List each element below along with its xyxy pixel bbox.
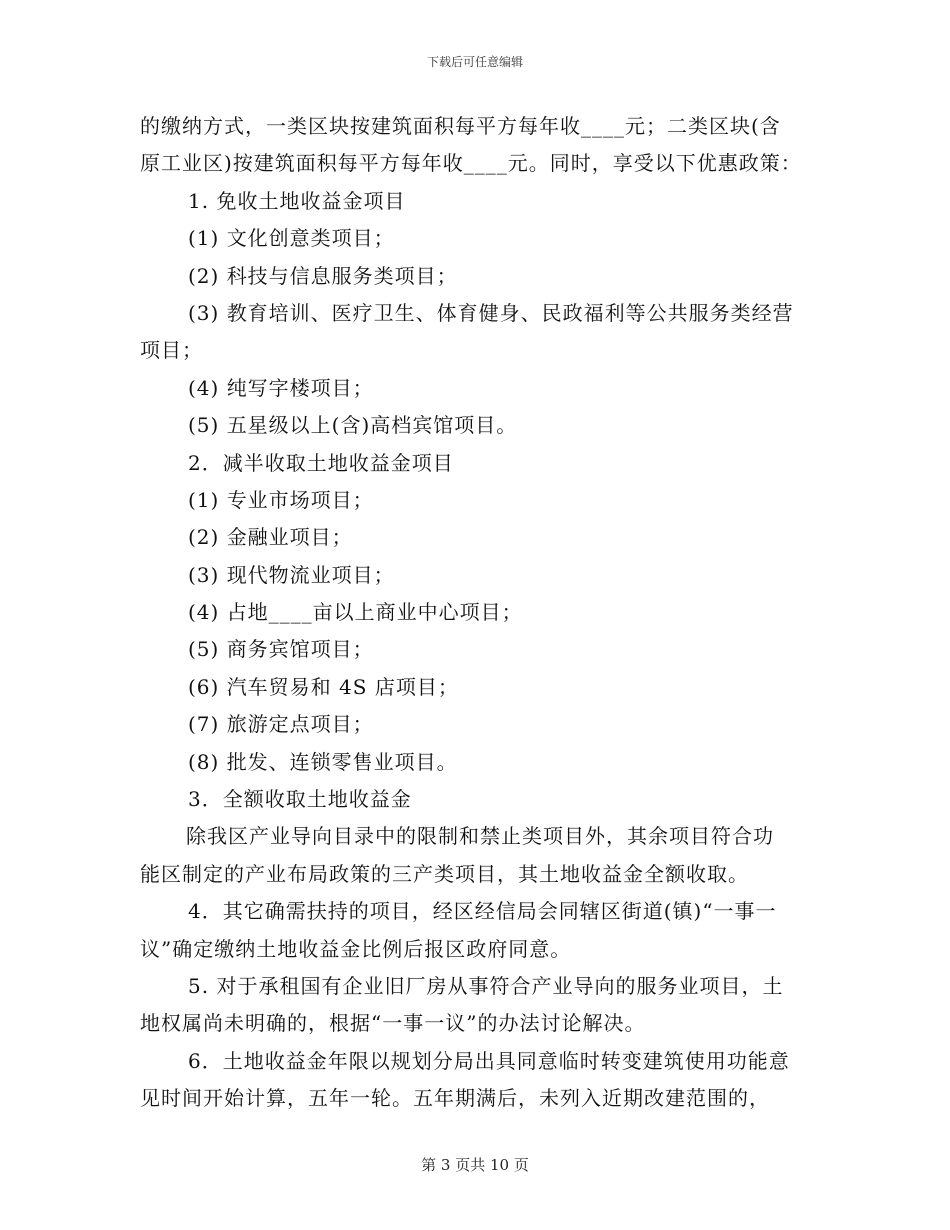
list-item: (4) 占地____亩以上商业中心项目；	[188, 600, 523, 625]
page-header: 下载后可任意编辑	[426, 55, 523, 69]
paragraph-line: 见时间开始计算，五年一轮。五年期满后，未列入近期改建范围的，	[140, 1086, 770, 1111]
list-item: (2) 科技与信息服务类项目；	[188, 263, 458, 288]
body-line: 的缴纳方式，一类区块按建筑面积每平方每年收____元；二类区块(含	[140, 114, 781, 138]
list-item: (3) 现代物流业项目；	[188, 562, 395, 587]
paragraph-line: 议”确定缴纳土地收益金比例后报区政府同意。	[140, 936, 572, 961]
list-item: (8) 批发、连锁零售业项目。	[188, 749, 458, 774]
paragraph-line: 地权属尚未明确的，根据“一事一议”的办法讨论解决。	[140, 1011, 646, 1036]
list-item: (4) 纯写字楼项目；	[188, 375, 374, 400]
paragraph-line: 能区制定的产业布局政策的三产类项目，其土地收益金全额收取。	[140, 861, 749, 886]
section-heading-2: 2．减半收取土地收益金项目	[188, 450, 454, 475]
paragraph-line: 4．其它确需扶持的项目，经区经信局会同辖区街道(镇)“一事一	[188, 899, 777, 924]
list-item-continuation: 项目；	[140, 338, 203, 363]
paragraph-line: 除我区产业导向目录中的限制和禁止类项目外，其余项目符合功	[186, 824, 774, 849]
paragraph-line: 6．土地收益金年限以规划分局出具同意临时转变建筑使用功能意	[188, 1048, 790, 1073]
body-line: 原工业区)按建筑面积每平方每年收____元。同时，享受以下优惠政策：	[140, 151, 802, 176]
document-body	[140, 108, 816, 1118]
list-item: (2) 金融业项目；	[188, 525, 353, 550]
list-item: (1) 文化创意类项目；	[188, 226, 395, 251]
list-item: (1) 专业市场项目；	[188, 487, 374, 512]
list-item: (7) 旅游定点项目；	[188, 712, 374, 737]
section-heading-1: 1. 免收土地收益金项目	[188, 188, 406, 213]
page-number: 第 3 页共 10 页	[421, 1156, 529, 1174]
list-item: (6) 汽车贸易和 4S 店项目；	[188, 674, 459, 699]
list-item: (5) 商务宾馆项目；	[188, 637, 374, 662]
list-item: (5) 五星级以上(含)高档宾馆项目。	[188, 413, 518, 438]
paragraph-line: 5. 对于承租国有企业旧厂房从事符合产业导向的服务业项目，土	[188, 973, 784, 998]
list-item: (3) 教育培训、医疗卫生、体育健身、民政福利等公共服务类经营	[188, 300, 794, 325]
section-heading-3: 3．全额收取土地收益金	[188, 787, 412, 812]
